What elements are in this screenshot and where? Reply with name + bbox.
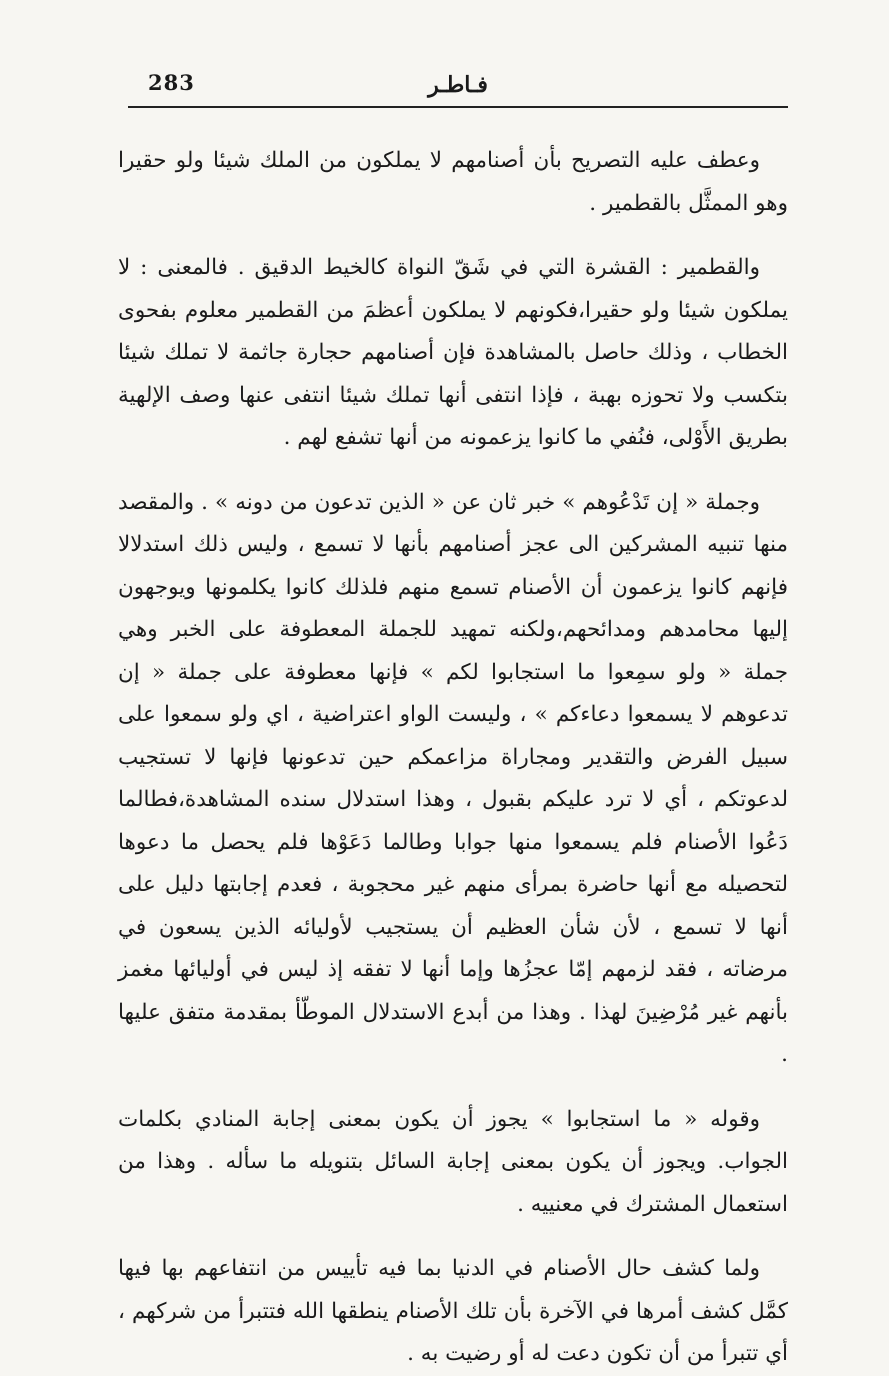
page-body (118, 140, 788, 1376)
paragraph-1: وعطف عليه التصريح بأن أصنامهم لا يملكون من الملك شيئا ولو حقيرا وهو الممثَّل بالقطمير . (118, 148, 788, 216)
page-number: 283 (148, 70, 195, 95)
running-title: فـاطـر (428, 72, 488, 98)
page-header (128, 64, 788, 108)
paragraph-5: ولما كشف حال الأصنام في الدنيا بما فيه تأييس من انتفاعهم بها فيها كمَّل كشف أمرها في الآخرة بأن تلك الأصنام ينطقها الله فتتبرأ من شركهم ، أي تتبرأ من أن تكون دعت له أو رضيت به . (118, 1256, 788, 1366)
paragraph-3: وجملة « إن تَدْعُوهم » خبر ثان عن « الذين تدعون من دونه » . والمقصد منها تنبيه المشركين الى عجز أصنامهم بأنها لا تسمع ، وليس ذلك استدلالا فإنهم كانوا يزعمون أن الأصنام تسمع منهم فلذلك كانوا يكلمونها ويوجهون إليها محامدهم ومدائحهم،ولكنه تمهيد للجملة المعطوفة على الخبر وهي جملة « ولو سمِعوا ما استجابوا لكم » فإنها معطوفة على جملة « إن تدعوهم لا يسمعوا دعاءكم » ، وليست الواو اعتراضية ، اي ولو سمعوا على سبيل الفرض والتقدير ومجاراة مزاعمكم حين تدعونها فإنها لا تستجيب لدعوتكم ، أي لا ترد عليكم بقبول ، وهذا استدلال سنده المشاهدة،فطالما دَعُوا الأصنام فلم يسمعوا منها جوابا وطالما دَعَوْها فلم يحصل ما دعوها لتحصيله مع أنها حاضرة بمرأى منهم غير محجوبة ، فعدم إجابتها دليل على أنها لا تسمع ، لأن شأن العظيم أن يستجيب لأوليائه الذين يسعون في مرضاته ، فقد لزمهم إمّا عجزُها وإما أنها لا تفقه إذ ليس في أوليائها مغمز بأنهم غير مُرْضِينَ لهذا . وهذا من أبدع الاستدلال الموطّأ بمقدمة متفق عليها . (118, 489, 788, 1067)
paragraph-4: وقوله « ما استجابوا » يجوز أن يكون بمعنى إجابة المنادي بكلمات الجواب. ويجوز أن يكون بمعنى إجابة السائل بتنويله ما سأله . وهذا من استعمال المشترك في معنييه . (118, 1106, 788, 1217)
paragraph-2: والقطمير : القشرة التي في شَقّ النواة كالخيط الدقيق . فالمعنى : لا يملكون شيئا ولو حقيرا،فكونهم لا يملكون أعظمَ من القطمير معلوم بفحوى الخطاب ، وذلك حاصل بالمشاهدة فإن أصنامهم حجارة جاثمة لا تملك شيئا بتكسب ولا تحوزه بهبة ، فإذا انتفى أنها تملك شيئا انتفى عنها وصف الإلهية بطريق الأَوْلى، فنُفي ما كانوا يزعمونه من أنها تشفع لهم . (118, 255, 788, 450)
